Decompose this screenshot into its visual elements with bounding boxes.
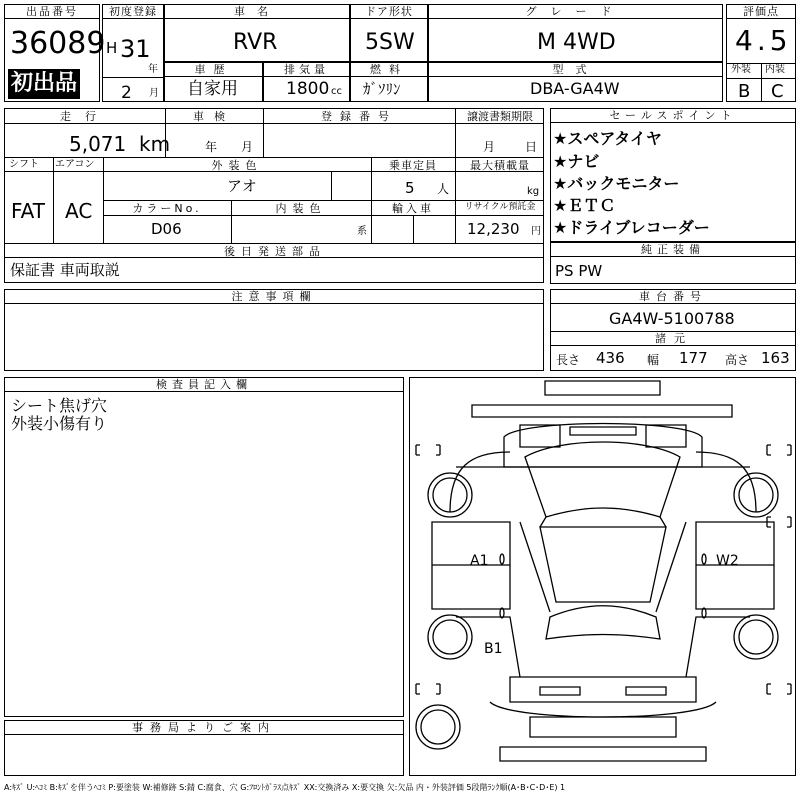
displacement-box [263,62,350,102]
legend-text: A:ｷｽﾞ U:ﾍｺﾐ B:ｷｽﾞを伴うﾍｺﾐ P:要塗装 W:補修跡 S:錆 C:腐食、穴 G:ﾌﾛﾝﾄｶﾞﾗｽ点ｷｽﾞ XX:交換済み X:要交換 欠:欠品 内・外装評価 5段階ﾗﾝｸ順(A･B･C･D･E) 1 [4,783,566,792]
first-listing-badge: 初出品 [8,69,80,99]
inspector-note: シート焦げ穴 [11,396,108,415]
car-name-label: 車名 [165,5,349,19]
divider [551,345,795,346]
exterior-score-label: 外装 [731,64,751,75]
notes-label: 注意事項欄 [5,290,543,304]
height-value: 163 [761,349,790,367]
selling-points-label: セールスポイント [551,109,795,123]
genuine-equipment-label: 純正装備 [551,243,795,257]
car-damage-diagram [410,377,797,776]
grade-label: グレード [429,5,722,19]
load-label: 最大積載量 [470,159,530,172]
transfer-day-unit: 日 [525,140,538,154]
lot-number-box [4,4,106,102]
office-label: 事務局よりご案内 [5,721,403,735]
interior-score-label: 内装 [765,64,785,75]
inspection-month-unit: 月 [241,140,254,154]
divider [103,77,163,78]
genuine-equipment-value: PS PW [555,262,603,280]
fuel-box [350,62,428,102]
divider [103,200,543,201]
selling-point-item: ★バックモニター [553,174,680,193]
lot-number-value: 36089 [10,26,106,61]
chassis-label: 車台番号 [551,290,795,304]
plate-label: 登録番号 [321,110,397,123]
divider [413,215,414,243]
chassis-box [550,289,796,371]
score-label: 評価点 [727,5,795,19]
office-box [4,720,404,776]
door-label: ドア形状 [351,5,427,19]
divider [5,243,543,244]
color-value: アオ [227,177,257,195]
ac-label: エアコン [55,159,95,170]
car-name-box [164,4,350,62]
registration-year: 31 [120,35,151,63]
later-parts-label: 後日発送部品 [224,245,326,258]
color-no-value: D06 [151,220,182,238]
shift-value: FAT [11,199,46,223]
selling-points-box [550,108,796,242]
displacement-unit: cc [331,86,342,97]
load-unit: kg [527,186,540,197]
history-box [164,62,263,102]
door-box [350,4,428,62]
inspector-box [4,377,404,717]
exterior-score: B [738,81,751,102]
model-value: DBA-GA4W [530,79,620,98]
damage-mark: W2 [716,553,739,569]
details-grid [4,108,544,258]
length-label: 長さ [556,353,581,367]
divider [761,63,762,101]
score-box [726,4,796,102]
divider [5,171,103,172]
interior-color-unit: 系 [357,226,367,237]
inspection-label: 車検 [193,110,235,123]
mileage-unit: km [139,132,171,156]
history-value: 自家用 [187,79,238,99]
first-registration-label: 初度登録 [103,5,163,19]
length-value: 436 [596,349,625,367]
recycle-value: 12,230 [467,220,520,238]
score-value: 4.5 [735,24,792,57]
color-no-label: カラーNo. [132,202,202,215]
registration-era: H [106,39,118,57]
inspection-year-unit: 年 [205,140,218,154]
registration-month-unit: 月 [149,88,159,99]
selling-point-item: ★ナビ [553,152,600,171]
inspector-note: 外装小傷有り [11,414,108,433]
door-value: 5SW [365,30,415,55]
shift-label: シフト [9,159,39,170]
displacement-value: 1800 [286,79,330,99]
displacement-label: 排気量 [264,63,349,77]
fuel-value: ｶﾞｿﾘﾝ [363,80,401,98]
capacity-label: 乗車定員 [389,159,437,172]
selling-point-item: ★スペアタイヤ [553,129,662,148]
mileage-value: 5,071 [69,132,127,156]
later-parts-value: 保証書 車両取説 [10,261,120,279]
mileage-label: 走行 [60,110,110,123]
capacity-unit: 人 [437,182,450,196]
color-label: 外装色 [211,159,263,172]
first-registration-box [102,4,164,102]
damage-mark: A1 [470,553,489,569]
specs-label: 諸元 [655,332,693,345]
interior-color-label: 内装色 [275,202,327,215]
divider [331,171,332,200]
inspector-label: 検査員記入欄 [5,378,403,392]
height-label: 高さ [725,353,750,367]
capacity-value: 5 [405,179,415,197]
notes-box [4,289,544,371]
car-name-value: RVR [233,30,278,55]
registration-year-unit: 年 [148,64,158,75]
model-label: 型式 [429,63,722,77]
divider [5,123,543,124]
divider [103,215,543,216]
divider [727,78,795,79]
divider [5,157,543,158]
recycle-unit: 円 [531,226,541,237]
divider [53,157,54,243]
grade-box [428,4,723,62]
transfer-label: 譲渡書類期限 [467,110,533,123]
ac-value: AC [65,199,93,223]
import-label: 輸入車 [392,202,434,215]
transfer-month-unit: 月 [483,140,496,154]
selling-point-item: ★ドライブレコーダー [553,218,710,237]
history-label: 車歴 [165,63,262,77]
interior-score: C [771,81,784,102]
fuel-label: 燃料 [351,63,427,77]
selling-point-item: ★ＥＴＣ [553,196,616,215]
width-value: 177 [679,349,708,367]
genuine-equipment-box [550,242,796,284]
later-parts-box [4,257,544,283]
registration-month: 2 [121,83,132,103]
damage-mark: B1 [484,641,503,657]
width-label: 幅 [647,353,660,367]
model-box [428,62,723,102]
recycle-label: リサイクル預託金 [464,202,536,212]
grade-value: M 4WD [537,30,616,55]
chassis-value: GA4W-5100788 [609,309,735,328]
lot-number-label: 出品番号 [5,5,99,19]
